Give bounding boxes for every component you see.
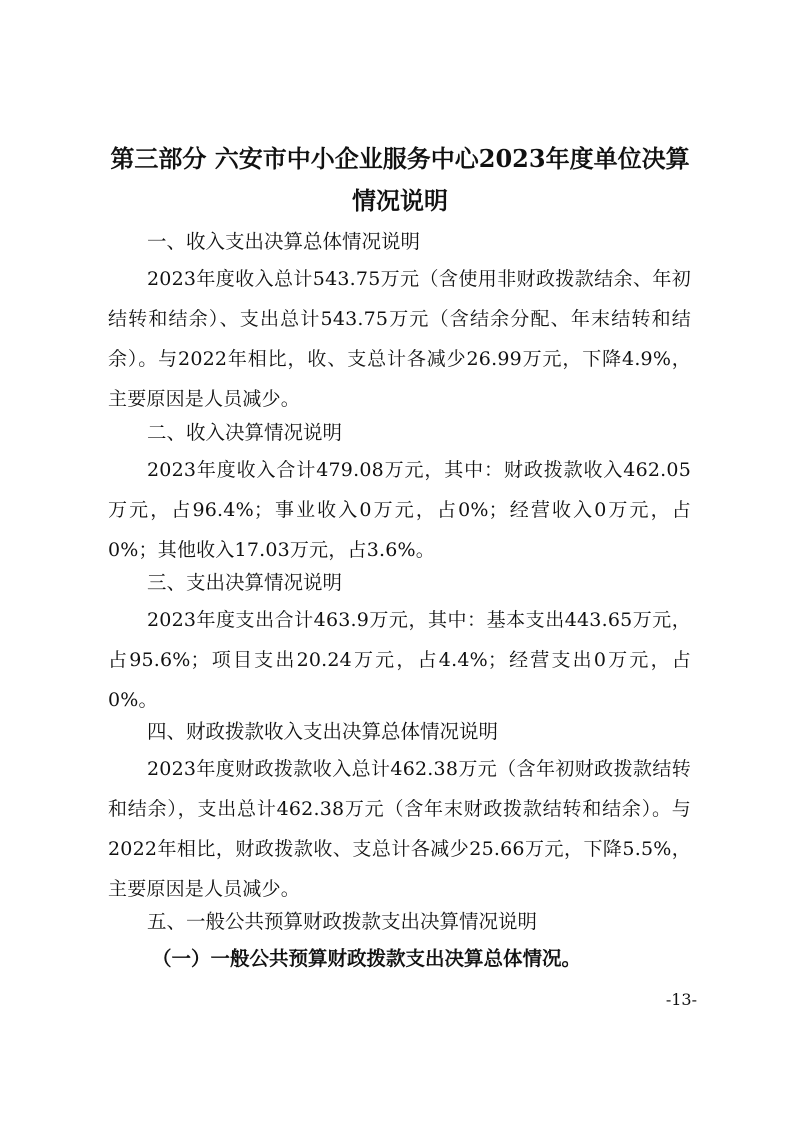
page-title: 第三部分 六安市中小企业服务中心2023年度单位决算情况说明 [110,144,690,215]
section-heading-1: 一、收入支出决算总体情况说明 [147,230,421,253]
section-paragraph-3: 2023年度支出合计463.9万元，其中：基本支出443.65万元，占95.6%；项目支出20.24万元，占4.4%；经营支出0万元，占0%。 [108,609,691,711]
page-number: -13- [665,990,697,1009]
section-paragraph-2: 2023年度收入合计479.08万元，其中：财政拨款收入462.05万元，占96.4%；事业收入0万元，占0%；经营收入0万元，占0%；其他收入17.03万元，占3.6%。 [108,459,691,561]
section-heading-3: 三、支出决算情况说明 [147,571,343,594]
section-heading-4: 四、财政拨款收入支出决算总体情况说明 [147,720,499,743]
section-heading-2: 二、收入决算情况说明 [147,421,343,444]
section-heading-5: 五、一般公共预算财政拨款支出决算情况说明 [147,910,538,933]
section-paragraph-1: 2023年度收入总计543.75万元（含使用非财政拨款结余、年初结转和结余）、支出总计543.75万元（含结余分配、年末结转和结余）。与2022年相比，收、支总计各减少26.99万元，下降4.9%，主要原因是人员减少。 [108,268,691,410]
section-paragraph-4: 2023年度财政拨款收入总计462.38万元（含年初财政拨款结转和结余），支出总计462.38万元（含年末财政拨款结转和结余）。与2022年相比，财政拨款收、支总计各减少25.66万元，下降5.5%，主要原因是人员减少。 [108,758,691,900]
subsection-heading: （一）一般公共预算财政拨款支出决算总体情况。 [152,947,582,970]
